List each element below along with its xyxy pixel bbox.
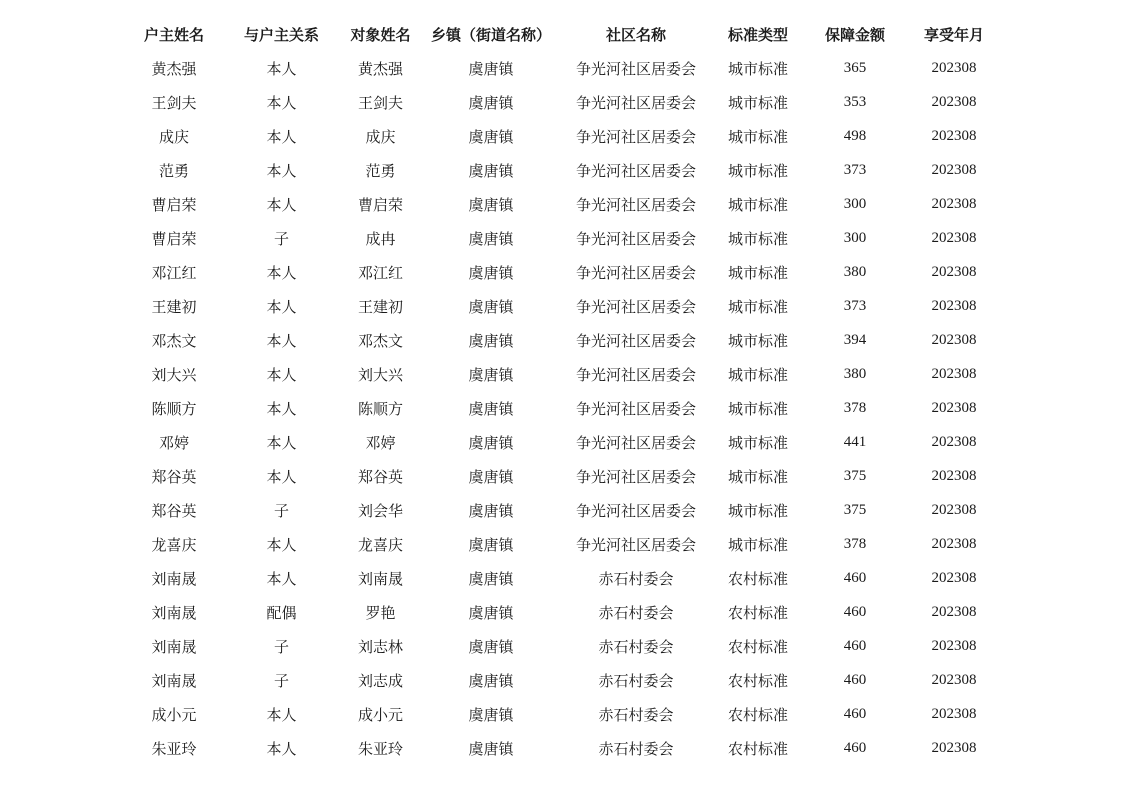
cell-amount: 380: [843, 263, 867, 280]
cell-period: 202308: [931, 501, 977, 518]
cell-standard-type: 农村标准: [727, 569, 788, 588]
cell-householder-name: 黄杰强: [151, 59, 197, 78]
cell-recipient-name: 刘志林: [357, 637, 403, 656]
cell-recipient-name: 成庆: [365, 127, 396, 146]
cell-standard-type: 城市标准: [727, 433, 788, 452]
cell-community: 赤石村委会: [598, 637, 674, 656]
cell-recipient-name: 刘南晟: [357, 569, 403, 588]
cell-relation: 本人: [266, 705, 297, 724]
table-row: [123, 323, 1001, 357]
table-body: [123, 51, 1001, 765]
cell-relation: 本人: [266, 263, 297, 282]
cell-standard-type: 农村标准: [727, 637, 788, 656]
cell-community: 争光河社区居委会: [575, 331, 696, 350]
cell-standard-type: 城市标准: [727, 127, 788, 146]
cell-relation: 本人: [266, 569, 297, 588]
cell-amount: 460: [843, 603, 867, 620]
roster-sheet: [123, 17, 1001, 765]
cell-town: 虞唐镇: [468, 195, 514, 214]
table-row: [123, 731, 1001, 765]
cell-standard-type: 城市标准: [727, 365, 788, 384]
cell-householder-name: 邓杰文: [151, 331, 197, 350]
cell-period: 202308: [931, 399, 977, 416]
table-row: [123, 357, 1001, 391]
cell-amount: 375: [843, 467, 867, 484]
cell-standard-type: 城市标准: [727, 331, 788, 350]
cell-town: 虞唐镇: [468, 739, 514, 758]
cell-standard-type: 城市标准: [727, 535, 788, 554]
cell-town: 虞唐镇: [468, 501, 514, 520]
cell-town: 虞唐镇: [468, 433, 514, 452]
cell-recipient-name: 邓婷: [365, 433, 396, 452]
cell-period: 202308: [931, 705, 977, 722]
cell-town: 虞唐镇: [468, 365, 514, 384]
cell-town: 虞唐镇: [468, 127, 514, 146]
table-row: [123, 119, 1001, 153]
cell-recipient-name: 黄杰强: [357, 59, 403, 78]
cell-householder-name: 刘大兴: [151, 365, 197, 384]
cell-recipient-name: 郑谷英: [357, 467, 403, 486]
cell-community: 争光河社区居委会: [575, 127, 696, 146]
table-row: [123, 561, 1001, 595]
cell-standard-type: 城市标准: [727, 229, 788, 248]
cell-relation: 本人: [266, 365, 297, 384]
cell-period: 202308: [931, 297, 977, 314]
cell-period: 202308: [931, 195, 977, 212]
table-row: [123, 153, 1001, 187]
cell-relation: 本人: [266, 467, 297, 486]
cell-town: 虞唐镇: [468, 161, 514, 180]
cell-amount: 300: [843, 195, 867, 212]
cell-amount: 460: [843, 739, 867, 756]
cell-community: 争光河社区居委会: [575, 433, 696, 452]
cell-householder-name: 成庆: [158, 127, 189, 146]
cell-relation: 本人: [266, 93, 297, 112]
cell-recipient-name: 王建初: [357, 297, 403, 316]
cell-period: 202308: [931, 637, 977, 654]
table-header: [123, 17, 1001, 51]
cell-amount: 365: [843, 59, 867, 76]
cell-town: 虞唐镇: [468, 603, 514, 622]
cell-recipient-name: 龙喜庆: [357, 535, 403, 554]
cell-community: 争光河社区居委会: [575, 297, 696, 316]
cell-period: 202308: [931, 161, 977, 178]
cell-relation: 本人: [266, 739, 297, 758]
header-period: 享受年月: [923, 25, 984, 44]
table-row: [123, 663, 1001, 697]
cell-town: 虞唐镇: [468, 637, 514, 656]
cell-community: 赤石村委会: [598, 739, 674, 758]
header-recipient-name: 对象姓名: [350, 25, 411, 44]
table-row: [123, 221, 1001, 255]
cell-householder-name: 刘南晟: [151, 603, 197, 622]
cell-relation: 本人: [266, 297, 297, 316]
table-row: [123, 493, 1001, 527]
cell-period: 202308: [931, 433, 977, 450]
table-row: [123, 595, 1001, 629]
cell-community: 争光河社区居委会: [575, 229, 696, 248]
cell-amount: 380: [843, 365, 867, 382]
cell-period: 202308: [931, 59, 977, 76]
cell-householder-name: 郑谷英: [151, 501, 197, 520]
cell-relation: 配偶: [266, 603, 297, 622]
cell-relation: 本人: [266, 331, 297, 350]
cell-householder-name: 刘南晟: [151, 671, 197, 690]
cell-standard-type: 农村标准: [727, 705, 788, 724]
cell-relation: 本人: [266, 399, 297, 418]
cell-standard-type: 城市标准: [727, 263, 788, 282]
cell-amount: 460: [843, 569, 867, 586]
table-row: [123, 187, 1001, 221]
cell-relation: 本人: [266, 161, 297, 180]
cell-town: 虞唐镇: [468, 535, 514, 554]
cell-relation: 本人: [266, 535, 297, 554]
cell-amount: 441: [843, 433, 867, 450]
cell-amount: 460: [843, 705, 867, 722]
cell-recipient-name: 邓江红: [357, 263, 403, 282]
cell-community: 争光河社区居委会: [575, 161, 696, 180]
cell-town: 虞唐镇: [468, 671, 514, 690]
cell-amount: 460: [843, 671, 867, 688]
cell-town: 虞唐镇: [468, 59, 514, 78]
cell-standard-type: 城市标准: [727, 59, 788, 78]
cell-community: 争光河社区居委会: [575, 535, 696, 554]
cell-town: 虞唐镇: [468, 93, 514, 112]
cell-period: 202308: [931, 263, 977, 280]
cell-amount: 353: [843, 93, 867, 110]
cell-householder-name: 龙喜庆: [151, 535, 197, 554]
cell-community: 争光河社区居委会: [575, 263, 696, 282]
cell-householder-name: 郑谷英: [151, 467, 197, 486]
cell-amount: 378: [843, 399, 867, 416]
cell-standard-type: 城市标准: [727, 467, 788, 486]
cell-recipient-name: 王剑夫: [357, 93, 403, 112]
cell-community: 争光河社区居委会: [575, 59, 696, 78]
table-row: [123, 391, 1001, 425]
cell-community: 赤石村委会: [598, 671, 674, 690]
cell-householder-name: 范勇: [158, 161, 189, 180]
subsidy-roster-table: [123, 17, 1001, 765]
cell-recipient-name: 范勇: [365, 161, 396, 180]
cell-community: 争光河社区居委会: [575, 501, 696, 520]
cell-householder-name: 王剑夫: [151, 93, 197, 112]
cell-standard-type: 城市标准: [727, 195, 788, 214]
cell-amount: 378: [843, 535, 867, 552]
header-row: [123, 17, 1001, 51]
cell-period: 202308: [931, 365, 977, 382]
cell-amount: 375: [843, 501, 867, 518]
cell-period: 202308: [931, 93, 977, 110]
cell-community: 赤石村委会: [598, 705, 674, 724]
cell-householder-name: 邓婷: [158, 433, 189, 452]
table-row: [123, 51, 1001, 85]
header-householder-name: 户主姓名: [143, 25, 204, 44]
cell-recipient-name: 成小元: [357, 705, 403, 724]
cell-period: 202308: [931, 467, 977, 484]
cell-recipient-name: 罗艳: [365, 603, 396, 622]
header-town: 乡镇（街道名称）: [430, 25, 551, 44]
cell-town: 虞唐镇: [468, 705, 514, 724]
cell-period: 202308: [931, 671, 977, 688]
header-community: 社区名称: [605, 25, 666, 44]
table-row: [123, 527, 1001, 561]
cell-town: 虞唐镇: [468, 297, 514, 316]
cell-community: 争光河社区居委会: [575, 467, 696, 486]
cell-recipient-name: 曹启荣: [357, 195, 403, 214]
cell-relation: 子: [273, 229, 289, 248]
cell-period: 202308: [931, 229, 977, 246]
header-relation: 与户主关系: [243, 25, 319, 44]
cell-amount: 460: [843, 637, 867, 654]
cell-householder-name: 陈顺方: [151, 399, 197, 418]
table-row: [123, 289, 1001, 323]
cell-town: 虞唐镇: [468, 569, 514, 588]
cell-recipient-name: 朱亚玲: [357, 739, 403, 758]
cell-recipient-name: 刘会华: [357, 501, 403, 520]
cell-town: 虞唐镇: [468, 263, 514, 282]
cell-relation: 本人: [266, 433, 297, 452]
cell-householder-name: 王建初: [151, 297, 197, 316]
cell-community: 争光河社区居委会: [575, 93, 696, 112]
cell-householder-name: 刘南晟: [151, 569, 197, 588]
cell-relation: 子: [273, 637, 289, 656]
header-standard-type: 标准类型: [727, 25, 788, 44]
cell-recipient-name: 邓杰文: [357, 331, 403, 350]
cell-community: 争光河社区居委会: [575, 195, 696, 214]
table-row: [123, 85, 1001, 119]
cell-community: 争光河社区居委会: [575, 399, 696, 418]
cell-standard-type: 城市标准: [727, 161, 788, 180]
cell-community: 赤石村委会: [598, 603, 674, 622]
cell-standard-type: 城市标准: [727, 399, 788, 418]
table-row: [123, 697, 1001, 731]
cell-relation: 本人: [266, 127, 297, 146]
header-amount: 保障金额: [824, 25, 885, 44]
cell-relation: 子: [273, 501, 289, 520]
table-row: [123, 459, 1001, 493]
cell-relation: 本人: [266, 59, 297, 78]
table-row: [123, 255, 1001, 289]
cell-town: 虞唐镇: [468, 467, 514, 486]
table-row: [123, 629, 1001, 663]
cell-community: 赤石村委会: [598, 569, 674, 588]
cell-householder-name: 朱亚玲: [151, 739, 197, 758]
cell-standard-type: 农村标准: [727, 739, 788, 758]
table-row: [123, 425, 1001, 459]
cell-period: 202308: [931, 739, 977, 756]
cell-recipient-name: 成冉: [365, 229, 396, 248]
cell-standard-type: 城市标准: [727, 297, 788, 316]
cell-recipient-name: 刘志成: [357, 671, 403, 690]
cell-householder-name: 曹启荣: [151, 229, 197, 248]
cell-period: 202308: [931, 127, 977, 144]
cell-householder-name: 曹启荣: [151, 195, 197, 214]
cell-standard-type: 农村标准: [727, 671, 788, 690]
cell-period: 202308: [931, 535, 977, 552]
cell-town: 虞唐镇: [468, 331, 514, 350]
cell-town: 虞唐镇: [468, 399, 514, 418]
cell-recipient-name: 刘大兴: [357, 365, 403, 384]
cell-period: 202308: [931, 331, 977, 348]
cell-period: 202308: [931, 569, 977, 586]
cell-relation: 子: [273, 671, 289, 690]
cell-period: 202308: [931, 603, 977, 620]
cell-town: 虞唐镇: [468, 229, 514, 248]
cell-relation: 本人: [266, 195, 297, 214]
cell-householder-name: 邓江红: [151, 263, 197, 282]
cell-recipient-name: 陈顺方: [357, 399, 403, 418]
cell-householder-name: 成小元: [151, 705, 197, 724]
cell-amount: 373: [843, 161, 867, 178]
cell-community: 争光河社区居委会: [575, 365, 696, 384]
cell-amount: 300: [843, 229, 867, 246]
cell-standard-type: 城市标准: [727, 501, 788, 520]
cell-householder-name: 刘南晟: [151, 637, 197, 656]
cell-standard-type: 城市标准: [727, 93, 788, 112]
cell-standard-type: 农村标准: [727, 603, 788, 622]
cell-amount: 373: [843, 297, 867, 314]
cell-amount: 498: [843, 127, 867, 144]
cell-amount: 394: [843, 331, 867, 348]
